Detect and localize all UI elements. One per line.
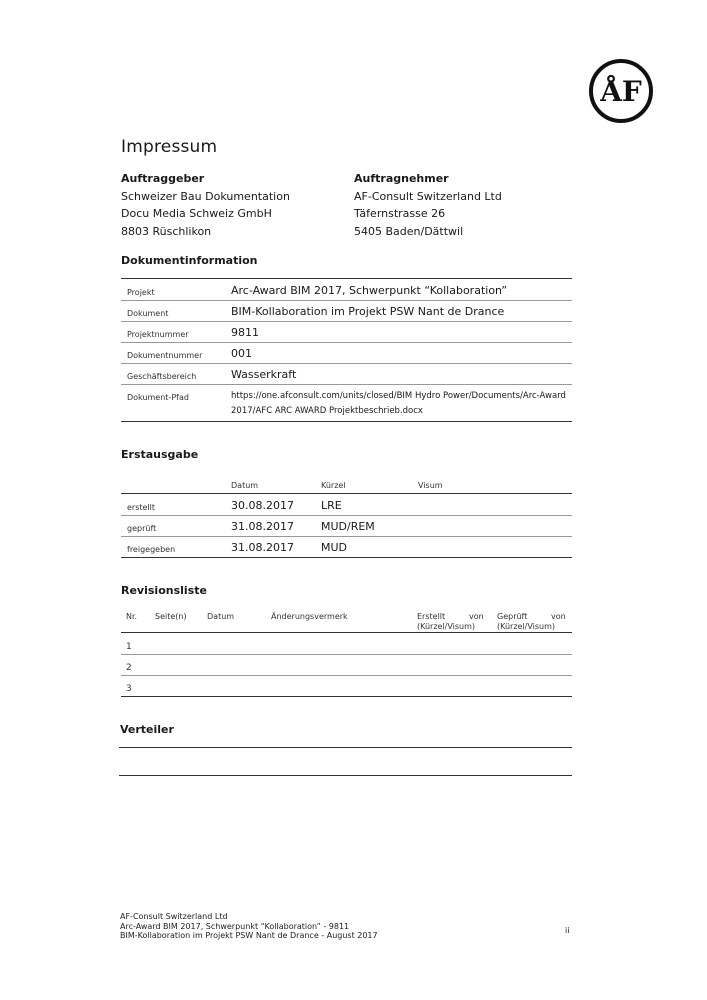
- revisions-heading: Revisionsliste: [121, 584, 207, 597]
- page-number: ii: [565, 926, 570, 935]
- page-title: Impressum: [121, 137, 218, 157]
- column-header: von: [469, 612, 484, 621]
- doc-path-line: 2017/AFC ARC AWARD Projektbeschrieb.docx: [231, 406, 423, 416]
- column-header: Visum: [418, 481, 443, 490]
- revision-number: 3: [126, 684, 132, 694]
- column-header: Erstellt: [417, 612, 446, 621]
- row-divider: [121, 342, 572, 343]
- edition-date: 30.08.2017: [231, 499, 294, 512]
- af-logo-text: ÅF: [600, 75, 642, 108]
- column-header: (Kürzel/Visum): [497, 622, 556, 631]
- revisions-rule-bottom: [121, 696, 572, 697]
- doc-info-rule-top: [121, 278, 572, 279]
- column-header: Datum: [207, 612, 235, 621]
- client-line: Schweizer Bau Dokumentation: [121, 189, 290, 203]
- revisions-rule-top: [121, 632, 572, 633]
- column-header: von: [551, 612, 566, 621]
- row-divider: [121, 654, 572, 655]
- row-divider: [121, 300, 572, 301]
- column-header: Datum: [231, 481, 259, 490]
- revision-number: 1: [126, 642, 132, 652]
- doc-path-line: https://one.afconsult.com/units/closed/BIM Hydro Power/Documents/Arc-Award: [231, 391, 566, 401]
- contractor-heading: Auftragnehmer: [354, 172, 449, 185]
- distribution-heading: Verteiler: [120, 723, 174, 736]
- edition-label: erstellt: [127, 503, 156, 512]
- distribution-rule: [119, 775, 572, 776]
- doc-info-value: Wasserkraft: [231, 368, 297, 381]
- footer-line: AF-Consult Switzerland Ltd: [120, 912, 228, 921]
- row-divider: [121, 321, 572, 322]
- doc-info-rule-bottom: [121, 421, 572, 422]
- contractor-line: 5405 Baden/Dättwil: [354, 224, 464, 238]
- doc-info-label: Dokument-Pfad: [127, 393, 189, 402]
- contractor-block: [354, 170, 502, 240]
- doc-path-value: [231, 389, 566, 419]
- revision-number: 2: [126, 663, 132, 673]
- doc-info-label: Dokumentnummer: [127, 351, 203, 360]
- doc-info-value: BIM-Kollaboration im Projekt PSW Nant de Drance: [231, 305, 505, 318]
- doc-info-label: Projekt: [127, 288, 155, 297]
- column-header: Seite(n): [155, 612, 187, 621]
- edition-date: 31.08.2017: [231, 541, 294, 554]
- column-header: Kürzel: [321, 481, 346, 490]
- edition-label: geprüft: [127, 524, 157, 533]
- contractor-line: Täfernstrasse 26: [354, 207, 446, 220]
- doc-info-heading: Dokumentinformation: [121, 254, 258, 267]
- first-edition-rule-top: [121, 493, 572, 494]
- row-divider: [121, 675, 572, 676]
- first-edition-heading: Erstausgabe: [121, 448, 199, 461]
- doc-info-value: 9811: [231, 326, 259, 339]
- column-header: Nr.: [126, 612, 138, 621]
- doc-info-label: Projektnummer: [127, 330, 189, 339]
- footer: [120, 912, 378, 941]
- row-divider: [121, 536, 572, 537]
- client-line: Docu Media Schweiz GmbH: [121, 207, 272, 220]
- footer-line: Arc-Award BIM 2017, Schwerpunkt “Kollaboration” - 9811: [120, 921, 350, 931]
- row-divider: [121, 384, 572, 385]
- distribution-rule: [119, 747, 572, 748]
- row-divider: [121, 515, 572, 516]
- edition-initials: LRE: [321, 499, 342, 512]
- contractor-line: AF-Consult Switzerland Ltd: [354, 189, 502, 203]
- doc-info-label: Dokument: [127, 309, 169, 318]
- doc-info-label: Geschäftsbereich: [127, 372, 197, 381]
- af-logo: [588, 58, 654, 124]
- edition-initials: MUD: [321, 541, 348, 554]
- footer-line: BIM-Kollaboration im Projekt PSW Nant de Drance - August 2017: [120, 931, 378, 940]
- row-divider: [121, 363, 572, 364]
- client-block: [121, 170, 290, 240]
- column-header: (Kürzel/Visum): [417, 622, 476, 631]
- doc-info-value: Arc-Award BIM 2017, Schwerpunkt “Kollaboration”: [231, 284, 508, 297]
- edition-label: freigegeben: [127, 545, 176, 554]
- doc-info-value: 001: [231, 347, 252, 360]
- edition-date: 31.08.2017: [231, 520, 294, 533]
- first-edition-rule-bottom: [121, 557, 572, 558]
- column-header: Geprüft: [497, 612, 528, 621]
- client-line: 8803 Rüschlikon: [121, 224, 212, 238]
- column-header: Änderungsvermerk: [271, 612, 348, 621]
- client-heading: Auftraggeber: [121, 172, 205, 185]
- edition-initials: MUD/REM: [321, 520, 375, 533]
